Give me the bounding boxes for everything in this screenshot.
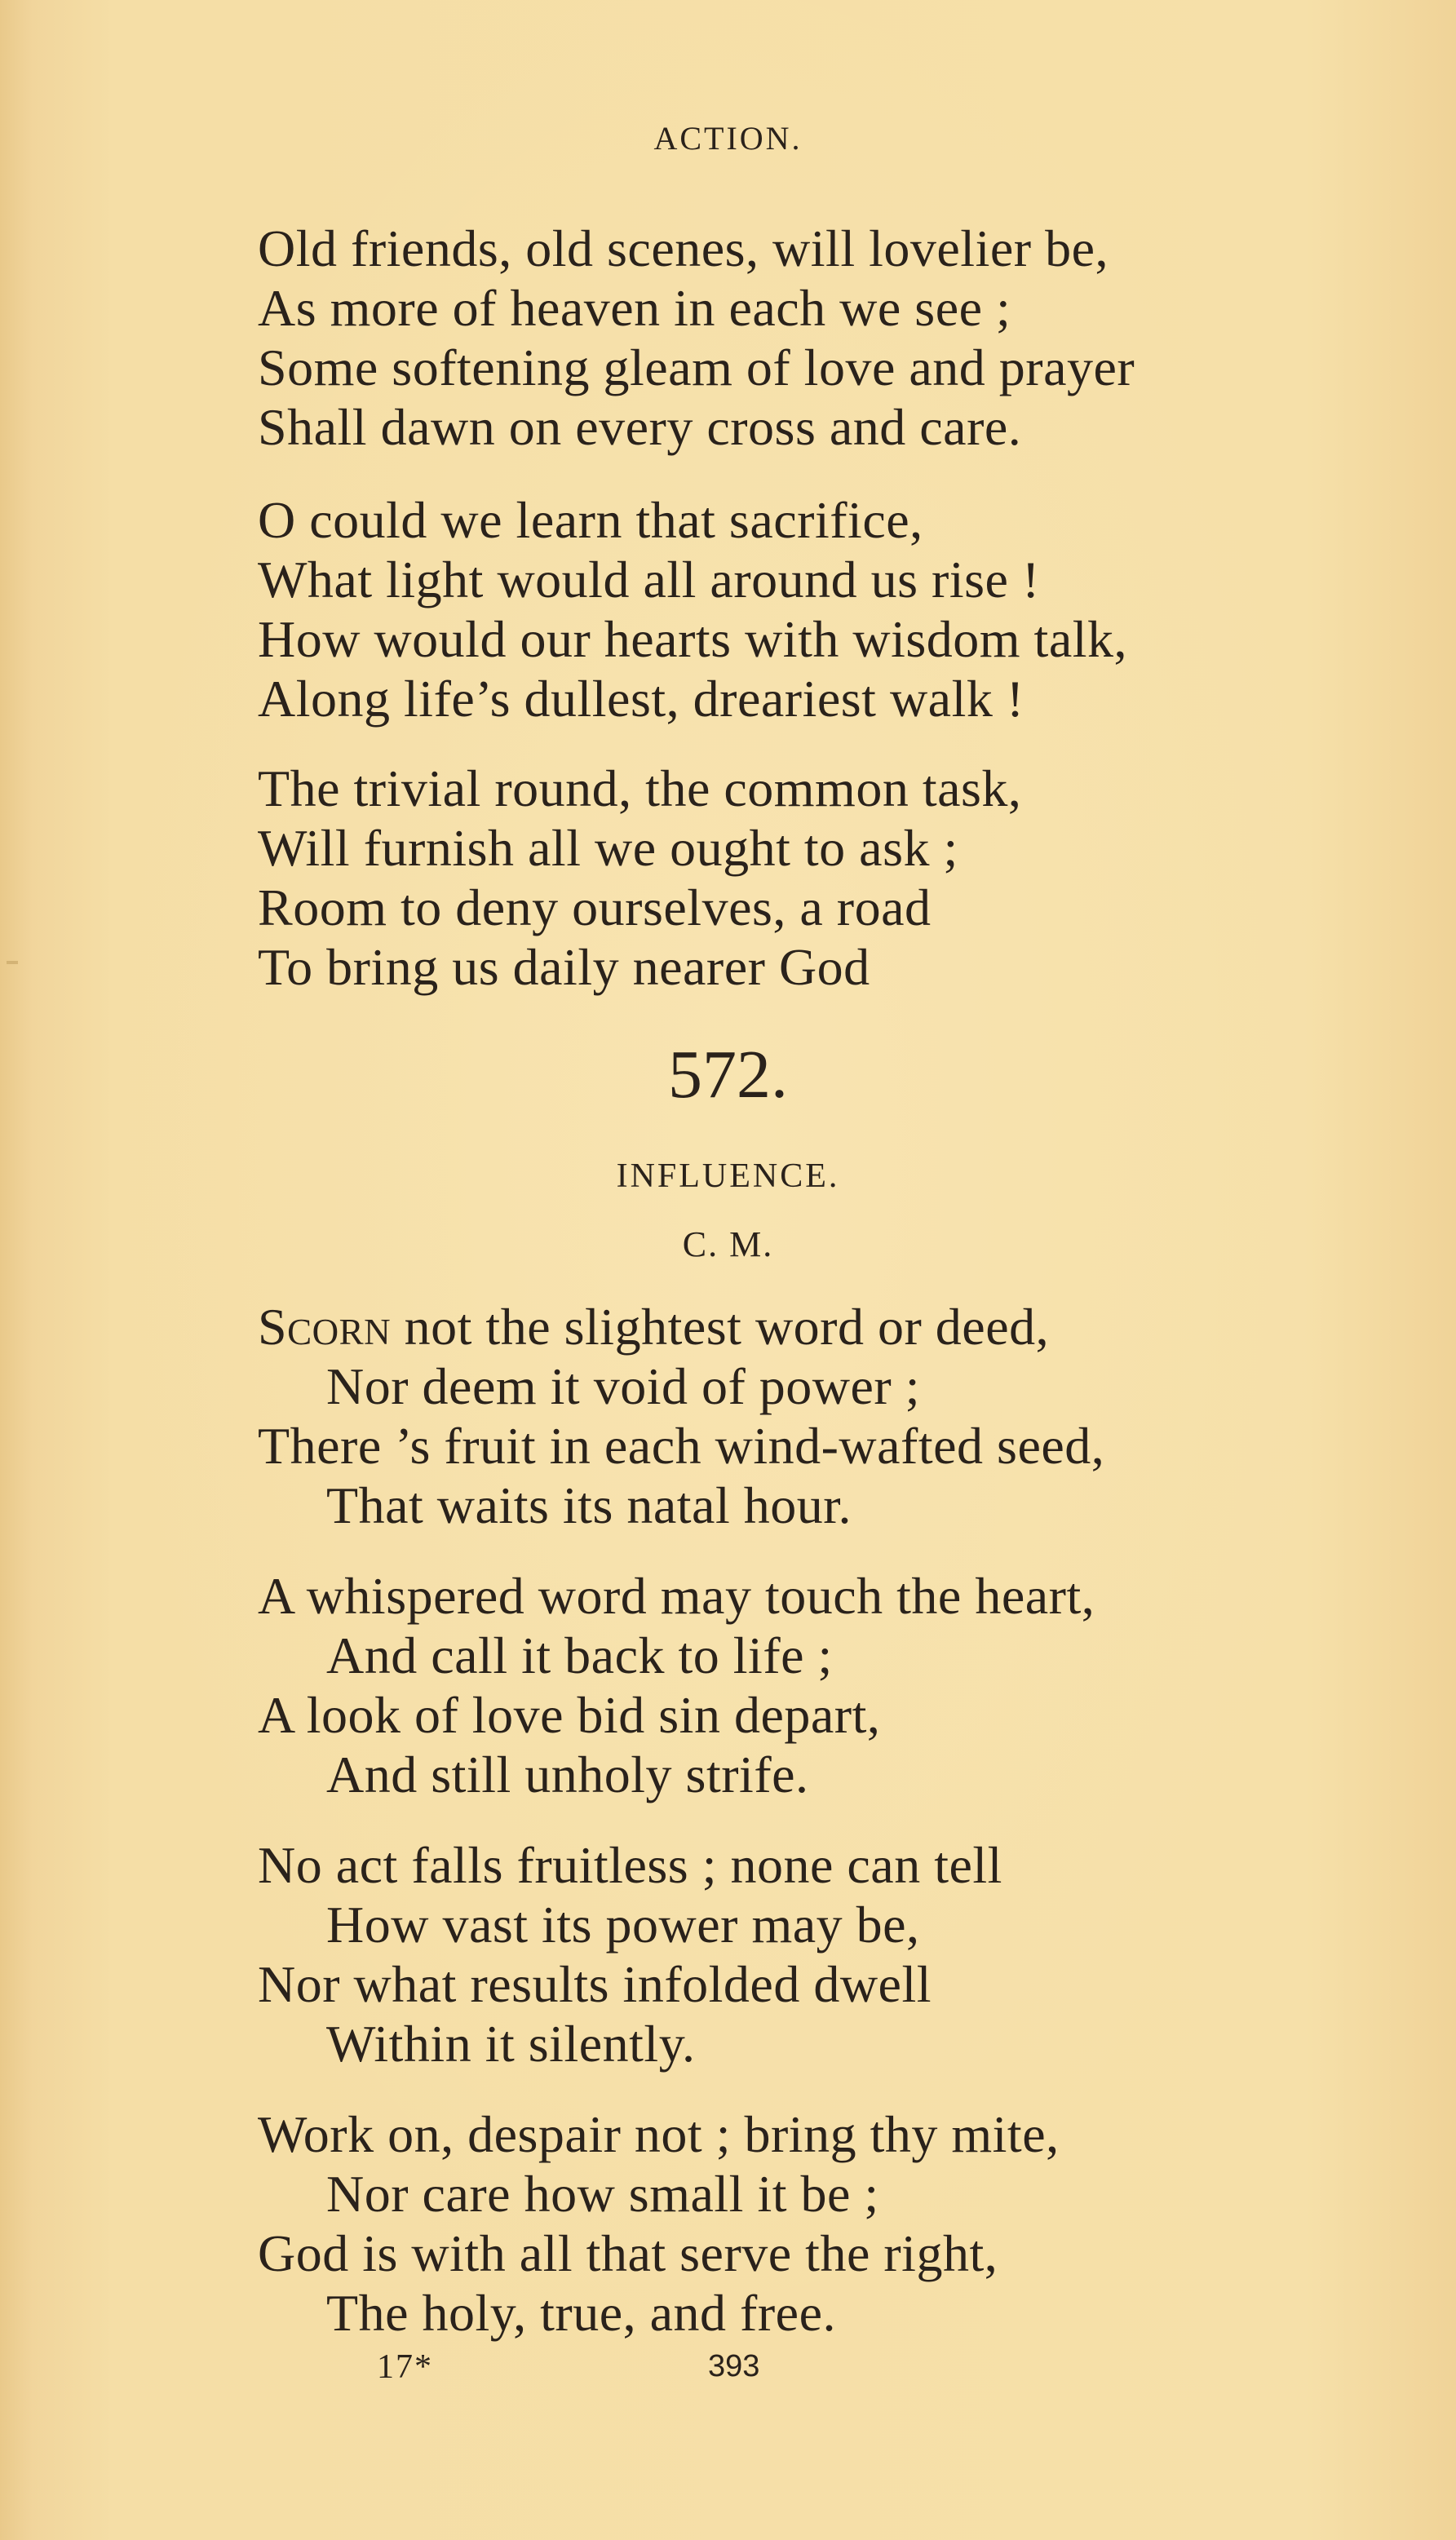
verse-line: Nor what results infolded dwell [258, 1955, 932, 2013]
verse-line: Nor care how small it be ; [326, 2165, 879, 2223]
previous-hymn-stanza-3 [258, 759, 1302, 997]
verse-line: O could we learn that sacrifice, [258, 491, 923, 549]
verse-line: The trivial round, the common task, [258, 759, 1022, 817]
first-line-rest: not the slightest word or deed, [391, 1298, 1050, 1356]
verse-line: Will furnish all we ought to ask ; [258, 819, 958, 877]
hymn-stanza-4 [258, 2104, 1302, 2343]
verse-line: A whispered word may touch the heart, [258, 1567, 1095, 1625]
verse-line: There ’s fruit in each wind-wafted seed, [258, 1417, 1105, 1475]
verse-line: Within it silently. [326, 2015, 696, 2073]
verse-line: And call it back to life ; [326, 1626, 833, 1684]
margin-mark [7, 961, 18, 964]
hymn-meter: C. M. [682, 1224, 774, 1264]
verse-line: God is with all that serve the right, [258, 2224, 998, 2282]
verse-line: That waits its natal hour. [326, 1476, 852, 1534]
verse-line: What light would all around us rise ! [258, 551, 1040, 608]
page-number: 393 [708, 2349, 760, 2383]
verse-line: Room to deny ourselves, a road [258, 878, 932, 936]
hymn-stanza-2 [258, 1566, 1302, 1804]
hymn-title: INFLUENCE. [616, 1157, 840, 1195]
verse-line: How vast its power may be, [326, 1896, 920, 1954]
verse-line: A look of love bid sin depart, [258, 1686, 881, 1744]
running-head: ACTION. [653, 120, 803, 157]
signature-mark: 17* [377, 2348, 433, 2386]
verse-line: Some softening gleam of love and prayer [258, 339, 1135, 396]
verse-line: The holy, true, and free. [326, 2284, 836, 2342]
previous-hymn-stanza-1 [258, 219, 1302, 457]
verse-line: Old friends, old scenes, will lovelier be, [258, 219, 1109, 277]
previous-hymn-stanza-2 [258, 490, 1302, 728]
verse-line: As more of heaven in each we see ; [258, 279, 1011, 337]
verse-line: And still unholy strife. [326, 1746, 809, 1803]
verse-line: Shall dawn on every cross and care. [258, 398, 1022, 456]
verse-line: No act falls fruitless ; none can tell [258, 1836, 1002, 1894]
hymn-stanza-3 [258, 1835, 1302, 2073]
verse-line: Nor deem it void of power ; [326, 1357, 920, 1415]
hymn-stanza-1 [258, 1297, 1302, 1535]
verse-line-first [258, 1297, 1302, 1356]
verse-line: To bring us daily nearer God [258, 938, 870, 996]
first-word: Scorn [258, 1298, 392, 1356]
verse-line: Along life’s dullest, dreariest walk ! [258, 670, 1025, 728]
verse-line: Work on, despair not ; bring thy mite, [258, 2105, 1060, 2163]
verse-line: How would our hearts with wisdom talk, [258, 610, 1127, 668]
hymn-number: 572. [668, 1037, 788, 1113]
